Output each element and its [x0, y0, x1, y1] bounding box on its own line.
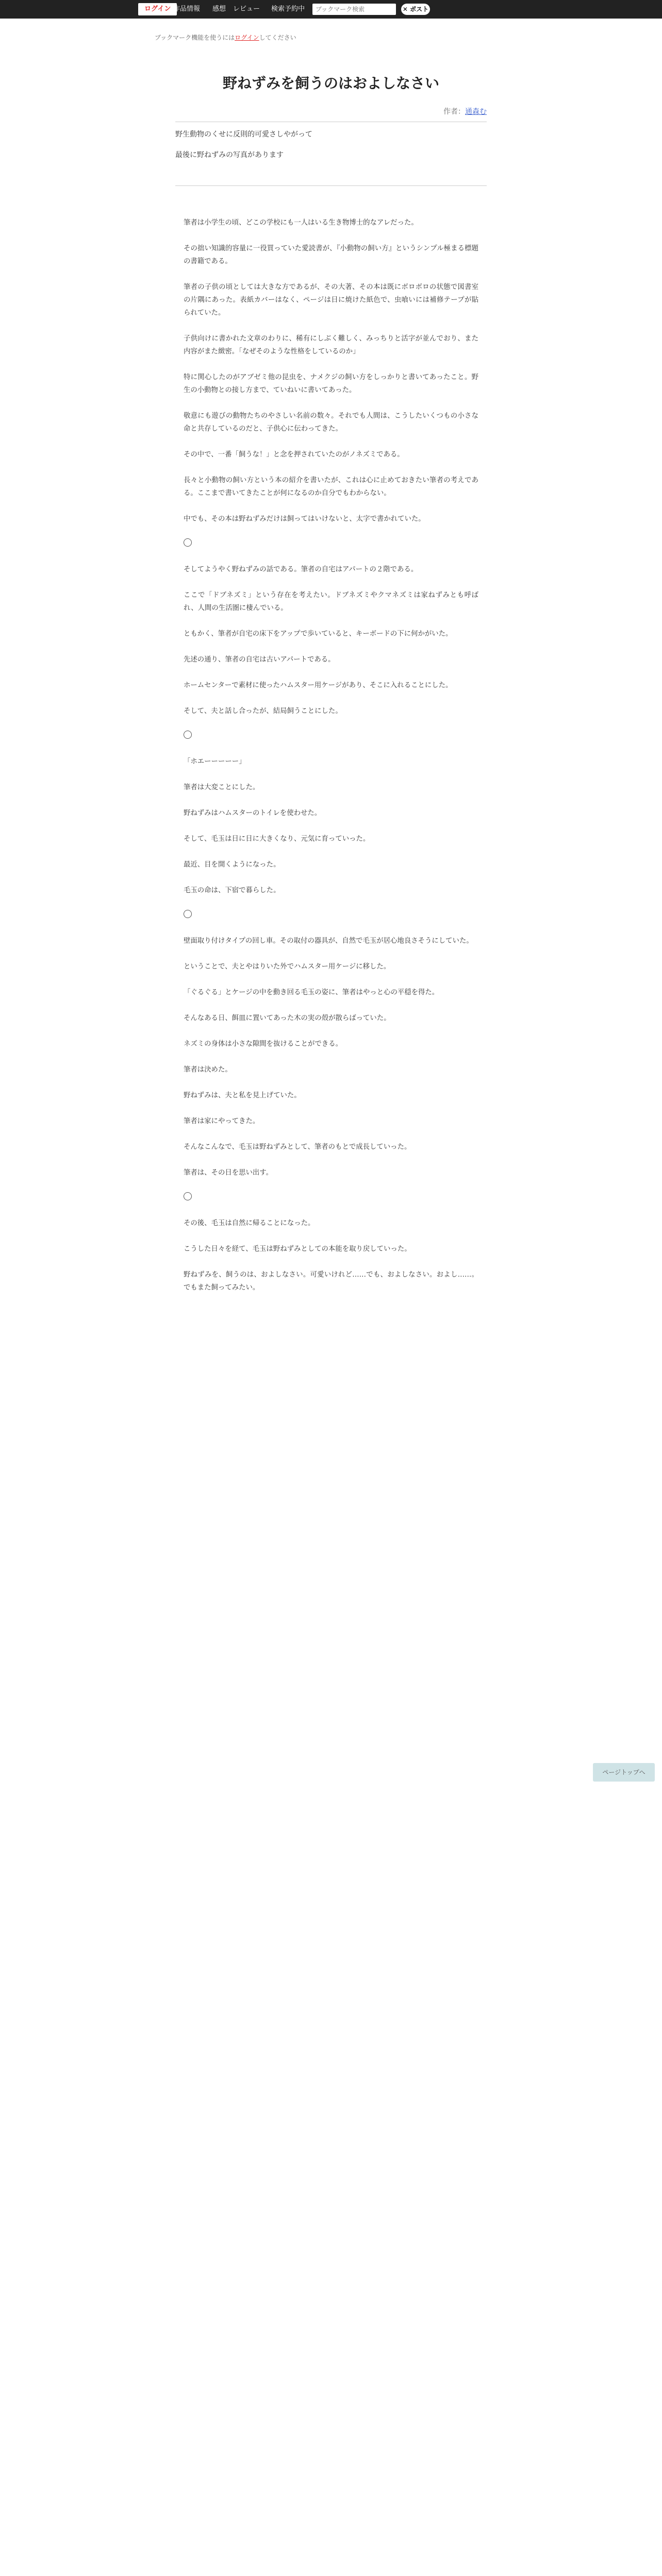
body-paragraph: 筆者は大変ことにした。	[184, 784, 260, 791]
body-paragraph: 毛玉の命は、下宿で暮らした。	[184, 887, 280, 894]
body-paragraph: こうした日々を経て、毛玉は野ねずみとしての本能を取り戻していった。	[184, 1245, 411, 1253]
page-top-button[interactable]: ページトップへ	[593, 1763, 655, 1782]
body-paragraph: 敬意にも遊びの動物たちのやさしい名前の数々。それでも人間は、こうしたいくつもの小さな命と共存しているのだと、子供心に伝わってきた。	[184, 412, 478, 433]
top-navigation-bar	[0, 0, 662, 19]
article-title: 野ねずみを飼うのはおよしなさい	[222, 75, 439, 92]
body-paragraph: その拙い知識的容量に一役買っていた愛読書が、『小動物の飼い方』というシンプル極まる標題の書籍である。	[184, 245, 478, 265]
body-paragraph: 特に関心したのがアブゼミ他の昆虫を、ナメクジの飼い方をしっかりと書いてあったこと。野生の小動物との接し方まで、ていねいに書いてあった。	[184, 374, 478, 394]
summary-divider	[175, 185, 487, 186]
nav-link-works[interactable]: 作品情報	[173, 5, 201, 13]
author-label: 作者：	[443, 108, 465, 116]
x-post-button[interactable]: ✕ ポスト	[401, 4, 430, 15]
nav-link-reserved[interactable]: 検索予約中	[271, 5, 305, 13]
notice-suffix: してください	[259, 34, 296, 41]
body-paragraph: 「ホエーーーーー」	[184, 758, 246, 766]
nav-link-reviews[interactable]: レビュー	[233, 5, 260, 13]
bookmark-search-input[interactable]	[312, 4, 396, 15]
summary-line: 野生動物のくせに反則的可愛さしやがって	[175, 130, 312, 139]
login-button[interactable]: ログイン	[138, 3, 177, 15]
nav-link-impressions[interactable]: 感想	[212, 5, 226, 13]
body-paragraph: ネズミの身体は小さな隙間を抜けることができる。	[184, 1040, 342, 1048]
body-paragraph: ともかく、筆者が自宅の床下をアップで歩いていると、キーボードの下に何かがいた。	[184, 630, 453, 638]
body-paragraph: そして、夫と話し合ったが、結局飼うことにした。	[184, 707, 342, 715]
summary-line: 最後に野ねずみの写真があります	[175, 151, 284, 159]
bookmark-login-notice	[155, 33, 296, 42]
body-paragraph: 筆者は決めた。	[184, 1066, 232, 1074]
body-paragraph: 中でも、その本は野ねずみだけは飼ってはいけないと、太字で書かれていた。	[184, 515, 425, 523]
body-paragraph: そして、毛玉は日に日に大きくなり、元気に育っていった。	[184, 835, 370, 843]
body-paragraph: その中で、一番「飼うな！」と念を押されていたのがノネズミである。	[184, 451, 404, 459]
body-paragraph: 筆者は小学生の頃、どこの学校にも一人はいる生き物博士的なアレだった。	[184, 219, 418, 227]
section-break-circle	[184, 1192, 192, 1200]
body-paragraph: 野ねずみは、夫と私を見上げていた。	[184, 1092, 301, 1099]
author-name-link[interactable]: 通森む	[465, 108, 487, 116]
author-line	[175, 106, 487, 116]
body-paragraph: 筆者は家にやってきた。	[184, 1117, 260, 1125]
body-paragraph: 最近、目を開くようになった。	[184, 861, 280, 869]
body-paragraph: ホームセンターで素材に使ったハムスター用ケージがあり、そこに入れることにした。	[184, 682, 453, 689]
article-body	[184, 216, 478, 1307]
body-paragraph: そしてようやく野ねずみの話である。筆者の自宅はアパートの２階である。	[184, 566, 418, 573]
body-paragraph: 筆者は、その日を思い出す。	[184, 1169, 273, 1177]
section-break-circle	[184, 538, 192, 547]
body-paragraph: ここで「ドブネズミ」という存在を考えたい。ドブネズミやクマネズミは家ねずみとも呼ばれ、人間の生活圏に棲んでいる。	[184, 591, 478, 612]
body-paragraph: 子供向けに書かれた文章のわりに、稀有にしぶく難しく、みっちりと活字が並んでおり、また内容がまた緻密。「なぜそのような性格をしているのか」	[184, 335, 478, 355]
body-paragraph: そんなこんなで、毛玉は野ねずみとして、筆者のもとで成長していった。	[184, 1143, 411, 1151]
section-break-circle	[184, 910, 192, 918]
notice-login-link[interactable]: ログイン	[235, 34, 259, 41]
body-paragraph: その後、毛玉は自然に帰ることになった。	[184, 1219, 315, 1227]
body-paragraph: ということで、夫とやはりいた外でハムスター用ケージに移した。	[184, 963, 391, 971]
body-paragraph: 壁面取り付けタイプの回し車。その取付の器具が、自然で毛玉が居心地良さそうにしていた。	[184, 937, 473, 945]
body-paragraph: 野ねずみはハムスターのトイレを使わせた。	[184, 809, 322, 817]
body-paragraph: 筆者の子供の頃としては大きな方であるが、その大著、その本は既にボロボロの状態で図書室の片隅にあった。表紙カバーはなく、ページは日に焼けた紙色で、虫喰いには補修テープが貼られていた。	[184, 283, 478, 317]
article-summary	[175, 128, 487, 169]
body-paragraph: 「ぐるぐる」とケージの中を動き回る毛玉の姿に、筆者はやっと心の平穏を得た。	[184, 989, 439, 996]
body-paragraph: 長々と小動物の飼い方という本の紹介を書いたが、これは心に止めておきたい筆者の考えである。ここまで書いてきたことが何になるのか自分でもわからない。	[184, 477, 478, 497]
notice-prefix: ブックマーク機能を使うには	[155, 34, 235, 41]
body-paragraph: そんなある日、餌皿に置いてあった木の実の殻が散らばっていた。	[184, 1014, 391, 1022]
section-break-circle	[184, 731, 192, 739]
body-paragraph: 野ねずみを、飼うのは、およしなさい。可愛いけれど……でも、およしなさい。およし……。でもまた飼ってみたい。	[184, 1271, 478, 1292]
body-paragraph: 先述の通り、筆者の自宅は古いアパートである。	[184, 656, 335, 664]
